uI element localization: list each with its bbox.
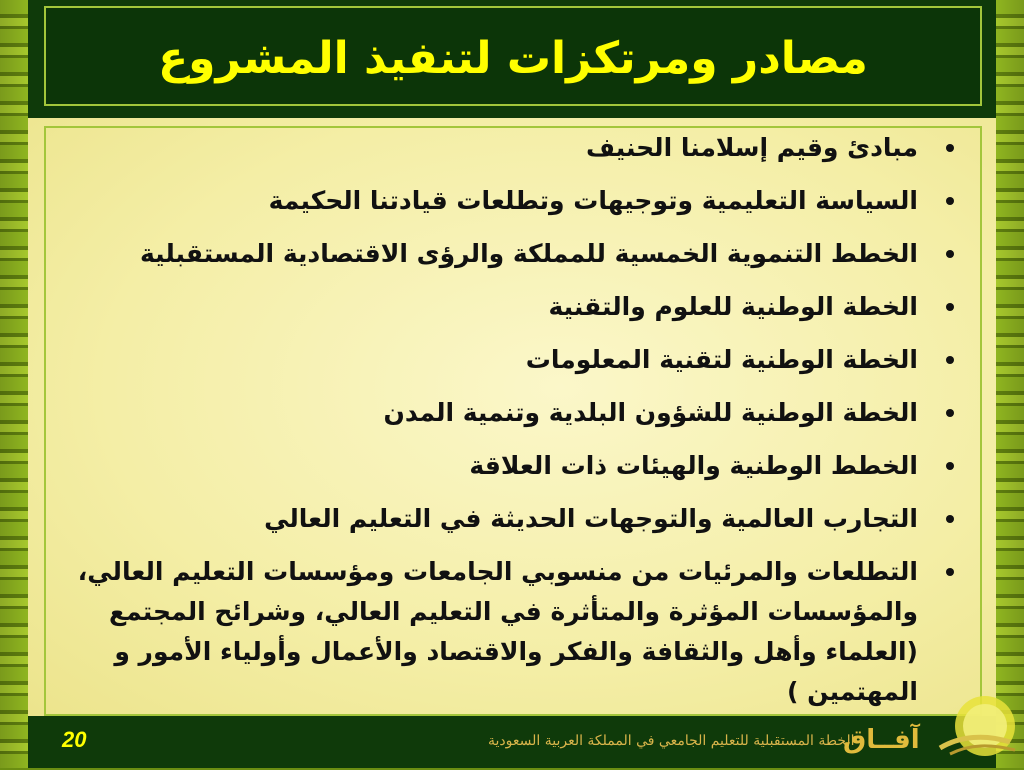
bullet-item: [74, 344, 954, 375]
bullet-item: [74, 397, 954, 428]
bullet-dot-icon: [946, 197, 954, 205]
bullet-dot-icon: [946, 356, 954, 364]
bullet-text: التجارب العالمية والتوجهات الحديثة في التعليم العالي: [264, 504, 918, 533]
right-stripe-shade: [996, 0, 1024, 768]
bullet-text: مبادئ وقيم إسلامنا الحنيف: [585, 133, 918, 162]
bullet-dot-icon: [946, 568, 954, 576]
afaq-logo-text: آفــاق: [843, 725, 920, 755]
bullet-text: السياسة التعليمية وتوجيهات وتطلعات قيادتنا الحكيمة: [268, 186, 918, 215]
bullet-dot-icon: [946, 409, 954, 417]
bullet-text: الخطة الوطنية للعلوم والتقنية: [548, 292, 918, 321]
bullet-text: الخطة الوطنية للشؤون البلدية وتنمية المدن: [383, 398, 918, 427]
bullet-dot-icon: [946, 303, 954, 311]
bullet-dot-icon: [946, 144, 954, 152]
left-stripe-shade: [0, 0, 28, 768]
bullet-text: الخطط الوطنية والهيئات ذات العلاقة: [469, 451, 918, 480]
bullet-item: [74, 450, 954, 481]
bullet-list: [74, 132, 954, 734]
footer-caption: الخطة المستقبلية للتعليم الجامعي في المملكة العربية السعودية: [488, 733, 855, 749]
page-number: 20: [62, 727, 87, 752]
bullet-item: [74, 552, 954, 712]
bullet-item: [74, 291, 954, 322]
bullet-item: [74, 185, 954, 216]
bullet-dot-icon: [946, 250, 954, 258]
bullet-text: التطلعات والمرئيات من منسوبي الجامعات ومؤسسات التعليم العالي، والمؤسسات المؤثرة والمتأثرة في التعليم العالي، وشرائح المجتمع (العلماء وأهل والثقافة والفكر والاقتصاد والأعمال وأولياء الأمور و المهتمين ): [77, 557, 918, 706]
bullet-item: [74, 503, 954, 534]
bullet-item: [74, 238, 954, 269]
emblem-icon: [930, 686, 1020, 770]
bullet-text: الخطط التنموية الخمسية للمملكة والرؤى الاقتصادية المستقبلية: [139, 239, 918, 268]
bullet-dot-icon: [946, 462, 954, 470]
bullet-dot-icon: [946, 515, 954, 523]
bullet-item: [74, 132, 954, 163]
bullet-text: الخطة الوطنية لتقنية المعلومات: [525, 345, 918, 374]
title-box: [44, 6, 982, 106]
slide-title: مصادر ومرتكزات لتنفيذ المشروع: [158, 33, 868, 84]
